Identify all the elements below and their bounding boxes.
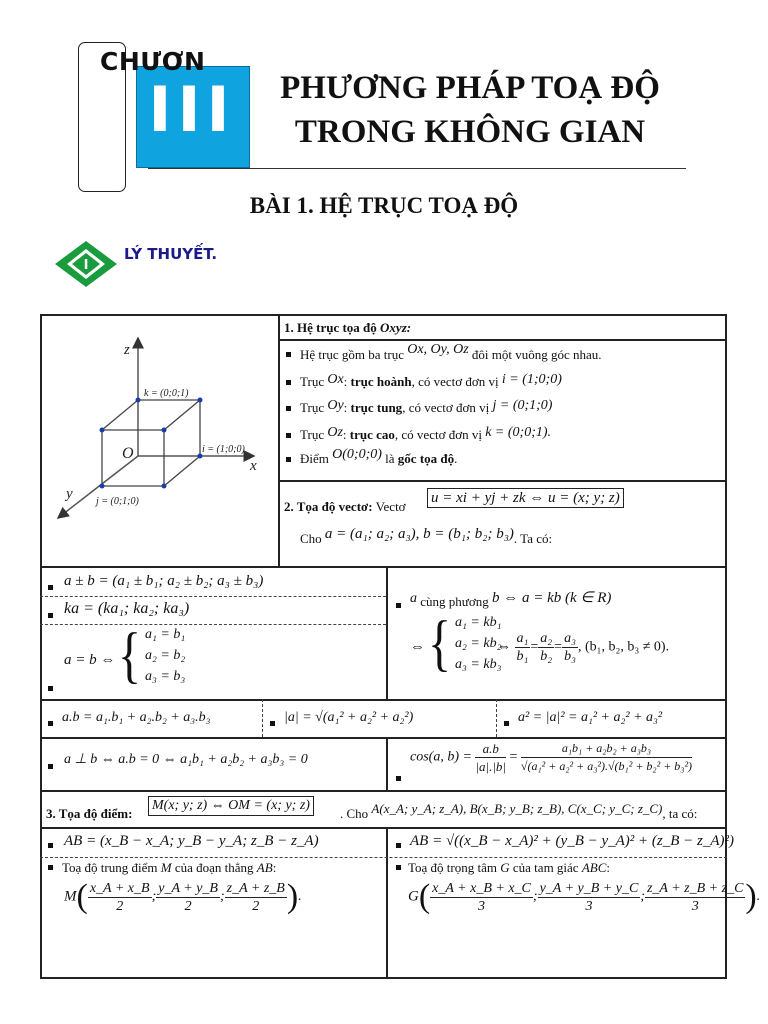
- perp-divider: [386, 737, 388, 790]
- bottom-divider: [386, 827, 388, 979]
- chapter-title-line2: TRONG KHÔNG GIAN: [294, 114, 646, 150]
- section3-rule: [40, 790, 727, 792]
- equality-system-lines: a₁ = b₁ a₂ = b₂ a₃ = b₃: [145, 627, 186, 684]
- section1-heading: 1. Hệ trục tọa độ Oxyz:: [284, 320, 412, 335]
- sum-formula: a ± b = (a₁ ± b₁; a₂ ± b₂; a₃ ± b₃): [64, 573, 264, 589]
- vector-definition-box: u = xi + yj + zk ⇔ u = (x; y; z): [427, 488, 624, 508]
- section3-heading: 3. Tọa độ điểm:: [46, 806, 133, 821]
- bullet: [396, 603, 401, 608]
- i-vector-label: i = (1;0;0): [202, 444, 245, 455]
- perp-row-rule: [40, 737, 727, 739]
- centroid-y: $\frac{y\_A + y\_B + y\_C}{3}$: [539, 880, 639, 914]
- section1-heading-rule: [278, 339, 727, 341]
- collinear-system-lines: a₁ = kb₁ a₂ = kb₂ a₃ = kb₃: [455, 615, 502, 672]
- ab-row-dash: [40, 857, 727, 858]
- bullet: [270, 721, 275, 726]
- scalar-row-dash: [40, 624, 386, 625]
- axis-x-label: x: [250, 458, 257, 474]
- centroid-formula: G( $\frac{x\_A + x\_B + x\_C}{3}$ ; $\frac{y\_A + y\_B + y\_C}{3}$ ; $\frac{z\_A + z\_B + z\_C}{3}$ ).: [408, 878, 761, 915]
- j-vector-label: j = (0;1;0): [96, 496, 139, 507]
- midpoint-text: Toạ độ trung điểm M của đoạn thẳng AB:: [62, 860, 277, 875]
- ratio-3: $\frac{\text{a₃}}{\text{b₃}}$: [564, 631, 576, 664]
- lesson-title: BÀI 1. HỆ TRỤC TOẠ ĐỘ: [249, 193, 519, 218]
- ratio-1: $\frac{\text{a₁}}{\text{b₁}}$: [516, 631, 529, 664]
- dot-divider-2: [496, 699, 498, 737]
- sum-row-dash: [40, 596, 386, 597]
- perpendicular-formula: a ⊥ b ⇔ a.b = 0 ⇔ a₁b₁ + a₂b₂ + a₃b₃ = 0: [64, 752, 308, 767]
- theory-numeral: I: [83, 258, 89, 273]
- chapter-word: CHƯƠN: [100, 47, 206, 76]
- theory-heading: LÝ THUYẾT.: [124, 245, 218, 263]
- figure-divider: [278, 314, 280, 566]
- bullet: [48, 764, 53, 769]
- centroid-x: $\frac{x\_A + x\_B + x\_C}{3}$: [432, 880, 531, 914]
- section2-rule: [278, 480, 727, 482]
- axis-z-label: z: [124, 342, 130, 358]
- bullet: [396, 776, 401, 781]
- bullet: [48, 585, 53, 590]
- table-border-left: [40, 314, 42, 979]
- brace: {: [428, 608, 452, 678]
- cosine-formula: cos(a, b) = $\frac{a.b}{|a|.|b|}$ = $\frac{\text{a₁b₁ + a₂b₂ + a₃b₃}}{\text{√(a₁² + a₂² + a₃²).√(b₁² + b₂² + b₃²)}}$: [410, 741, 693, 774]
- collinear-line: a cùng phương b ⇔ a = kb (k ∈ R): [410, 590, 612, 609]
- bullet: [48, 721, 53, 726]
- dot-row-rule: [40, 699, 727, 701]
- norm-formula: |a| = √(a₁² + a₂² + a₂²): [284, 710, 414, 725]
- collinear-ratio: ⇔ $\frac{\text{a₁}}{\text{b₁}}$ = $\frac{\text{a₂}}{\text{b₂}}$ = $\frac{\text{a₃}}{\text{b₃}}$ , (b₁, b₂, b₃ ≠ 0).: [497, 631, 670, 664]
- midpoint-z: $\frac{z\_A + z\_B}{2}$: [226, 880, 285, 914]
- square-formula: a² = |a|² = a₁² + a₂² + a₃²: [518, 710, 663, 725]
- bullet: [48, 613, 53, 618]
- ab-row-rule: [40, 827, 727, 829]
- table-border-bottom: [40, 977, 727, 979]
- midpoint-x: $\frac{x\_A + x\_B}{2}$: [89, 880, 150, 914]
- coordinate-cube-figure: [44, 318, 276, 564]
- centroid-z: $\frac{z\_A + z\_B + z\_C}{3}$: [646, 880, 744, 914]
- formulas-rule: [40, 566, 727, 568]
- ab-vector-formula: AB = (x_B − x_A; y_B − y_A; z_B − z_A): [64, 833, 319, 849]
- bullet: [504, 721, 509, 726]
- bullet: [286, 406, 291, 411]
- section1-line5: Điểm O(0;0;0) là gốc tọa độ.: [300, 447, 458, 466]
- scalar-formula: ka = (ka₁; ka₂; ka₃): [64, 600, 190, 617]
- midpoint-formula: M( $\frac{x\_A + x\_B}{2}$ ; $\frac{y\_A + y\_B}{2}$ ; $\frac{z\_A + z\_B}{2}$ ).: [64, 878, 302, 915]
- table-border-top: [40, 314, 727, 316]
- section1-line4: Trục Oz: trục cao, có vectơ đơn vị k = (0;0;1).: [300, 425, 552, 442]
- bullet: [396, 865, 401, 870]
- origin-label: O: [122, 445, 134, 462]
- section1-line2: Trục Ox: trục hoành, có vectơ đơn vị i = (1;0;0): [300, 372, 562, 389]
- ratio-2: $\frac{\text{a₂}}{\text{b₂}}$: [540, 631, 553, 664]
- centroid-text: Toạ độ trọng tâm G của tam giác ABC:: [408, 860, 611, 875]
- midpoint-y: $\frac{y\_A + y\_B}{2}$: [158, 880, 218, 914]
- ab-length-formula: AB = √((x_B − x_A)² + (y_B − y_A)² + (z_B − z_A)²): [410, 833, 735, 849]
- bullet: [286, 380, 291, 385]
- cos-fraction-1: $\frac{a.b}{|a|.|b|}$: [475, 741, 506, 774]
- section2-heading: 2. Tọa độ vectơ: Vectơ: [284, 499, 406, 514]
- section1-line3: Trục Oy: trục tung, có vectơ đơn vị j = (0;1;0): [300, 398, 553, 415]
- bullet: [286, 433, 291, 438]
- section1-line1: Hệ trục gồm ba trục Ox, Oy, Oz đôi một vuông góc nhau.: [300, 342, 602, 362]
- section2-given: Cho a = (a₁; a₂; a₃), b = (b₁; b₂; b₃). Ta có:: [300, 526, 553, 546]
- equality-system: [118, 620, 186, 690]
- axis-y-label: y: [66, 486, 73, 502]
- bullet: [48, 865, 53, 870]
- bullet: [286, 457, 291, 462]
- formulas-divider: [386, 566, 388, 699]
- bullet: [286, 352, 291, 357]
- cos-fraction-2: $\frac{\text{a₁b₁ + a₂b₂ + a₃b₃}}{\text{√(a₁² + a₂² + a₃²).√(b₁² + b₂² + b₃²)}}$: [520, 741, 693, 773]
- bullet: [396, 843, 401, 848]
- point-definition-box: M(x; y; z) ⇔ OM = (x; y; z): [148, 796, 314, 816]
- brace: {: [118, 620, 142, 690]
- title-underline: [148, 168, 686, 169]
- section3-given: . Cho A(x_A; y_A; z_A), B(x_B; y_B; z_B), C(x_C; y_C; z_C), ta có:: [340, 801, 698, 821]
- bullet: [48, 843, 53, 848]
- k-vector-label: k = (0;0;1): [144, 388, 189, 399]
- bullet: [48, 686, 53, 691]
- collinear-system: [428, 608, 502, 678]
- dot-divider-1: [262, 699, 264, 737]
- theory-diamond-icon: [54, 240, 118, 288]
- chapter-title-line1: PHƯƠNG PHÁP TOẠ ĐỘ: [280, 70, 660, 106]
- equality-lhs: a = b ⇔: [64, 652, 116, 668]
- dot-product-formula: a.b = a₁.b₁ + a₂.b₂ + a₃.b₃: [62, 710, 211, 725]
- chapter-number: III: [148, 73, 236, 146]
- collinear-iff: ⇔: [410, 639, 425, 655]
